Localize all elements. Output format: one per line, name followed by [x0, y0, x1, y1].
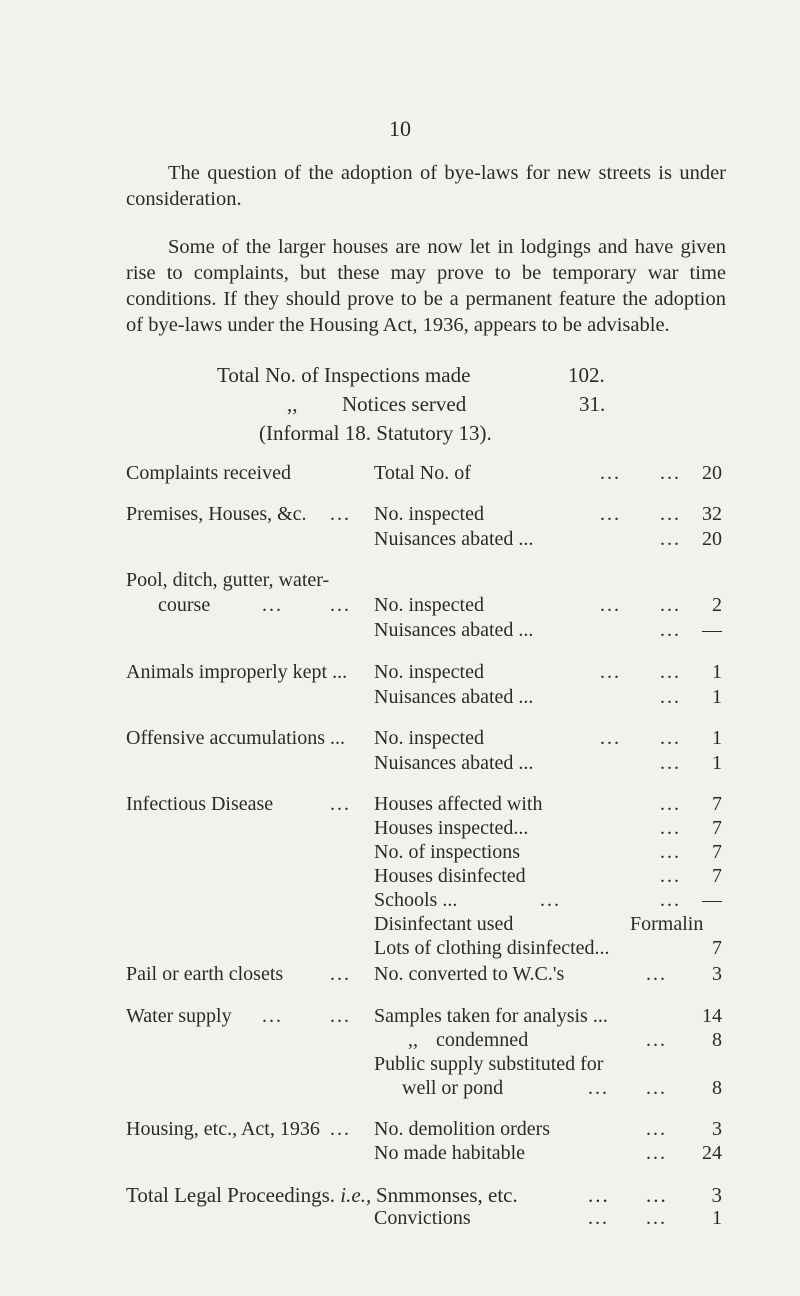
summary-line2-value: 31. — [579, 392, 606, 416]
row-desc: condemned — [436, 1029, 529, 1051]
leader-dots: ... — [646, 1029, 667, 1051]
row-desc: Convictions — [374, 1207, 471, 1229]
row-value: 1 — [712, 686, 722, 708]
row-desc: Nuisances abated ... — [374, 752, 534, 774]
row-label: Pail or earth closets — [126, 963, 284, 985]
leader-dots: ... — [330, 503, 351, 525]
row-value: — — [702, 889, 722, 911]
row-desc: Public supply substituted for — [374, 1053, 604, 1075]
summary-line3-text: (Informal 18. Statutory 13). — [259, 421, 492, 445]
leader-dots: ... — [660, 619, 681, 641]
row-value: 7 — [712, 865, 722, 887]
row-desc: No made habitable — [374, 1142, 526, 1164]
row-desc: well or pond — [402, 1077, 504, 1099]
leader-dots: ... — [330, 793, 351, 815]
row-desc: No. inspected — [374, 727, 484, 749]
leader-dots: ... — [660, 889, 681, 911]
row-desc: No. demolition orders — [374, 1118, 551, 1140]
leader-dots: ... — [646, 1142, 667, 1164]
row-value: 14 — [702, 1005, 722, 1027]
row-label: Water supply — [126, 1005, 232, 1027]
row-value: 8 — [712, 1077, 722, 1099]
leader-dots: ... — [262, 1005, 283, 1027]
leader-dots: ... — [330, 963, 351, 985]
leader-dots: ... — [600, 462, 621, 484]
row-desc: Houses inspected... — [374, 817, 529, 839]
leader-dots: ... — [330, 1118, 351, 1140]
row-label — [126, 1183, 371, 1208]
leader-dots: ... — [660, 661, 681, 683]
paragraph-bye-laws — [126, 160, 726, 212]
row-desc: Houses disinfected — [374, 865, 526, 887]
ditto-mark: ,, — [408, 1029, 418, 1051]
leader-dots: ... — [600, 503, 621, 525]
row-desc: Nuisances abated ... — [374, 619, 534, 641]
row-value: 1 — [712, 727, 722, 749]
row-label: Housing, etc., Act, 1936 — [126, 1118, 320, 1140]
leader-dots: ... — [660, 841, 681, 863]
row-desc: Snmmonses, etc. — [376, 1183, 518, 1207]
row-value: 7 — [712, 793, 722, 815]
row-value: 7 — [712, 817, 722, 839]
leader-dots: ... — [660, 817, 681, 839]
leader-dots: ... — [646, 1077, 667, 1099]
leader-dots: ... — [600, 727, 621, 749]
summary-line1-text: Total No. of Inspections made — [217, 363, 471, 387]
paragraph-text: Some of the larger houses are now let in lodgings and have given rise to complaints, but these may prove to be temporary war time conditions. If they should prove to be a permanent feature the adoption of bye-laws under the Housing Act, 1936, appears to be advisable. — [126, 236, 726, 336]
row-value: 3 — [712, 963, 722, 985]
leader-dots: ... — [262, 594, 283, 616]
row-desc: Lots of clothing disinfected... — [374, 937, 610, 959]
leader-dots: ... — [330, 1005, 351, 1027]
row-desc: Samples taken for analysis ... — [374, 1005, 608, 1027]
summary-line2-text: Notices served — [342, 392, 467, 416]
row-value: 32 — [702, 503, 722, 525]
leader-dots: ... — [540, 889, 561, 911]
leader-dots: ... — [660, 865, 681, 887]
summary-line1-value: 102. — [568, 363, 605, 387]
leader-dots: ... — [660, 752, 681, 774]
paragraph-lodgings — [126, 234, 726, 338]
row-value: — — [702, 619, 722, 641]
leader-dots: ... — [600, 594, 621, 616]
row-desc: Nuisances abated ... — [374, 528, 534, 550]
row-desc: No. converted to W.C.'s — [374, 963, 565, 985]
leader-dots: ... — [588, 1077, 609, 1099]
leader-dots: ... — [660, 686, 681, 708]
row-label: Premises, Houses, &c. — [126, 503, 307, 525]
leader-dots: ... — [588, 1183, 610, 1207]
leader-dots: ... — [600, 661, 621, 683]
row-label: Infectious Disease — [126, 793, 274, 815]
row-value: 3 — [711, 1183, 722, 1207]
leader-dots: ... — [660, 727, 681, 749]
row-desc: No. inspected — [374, 503, 484, 525]
row-desc: No. inspected — [374, 594, 484, 616]
leader-dots: ... — [660, 528, 681, 550]
leader-dots: ... — [330, 594, 351, 616]
row-label: Pool, ditch, gutter, water- — [126, 569, 330, 591]
leader-dots: ... — [646, 1118, 667, 1140]
row-value: 1 — [712, 752, 722, 774]
row-desc: Houses affected with — [374, 793, 543, 815]
row-value: 20 — [702, 528, 722, 550]
row-value: 8 — [712, 1029, 722, 1051]
row-desc: Nuisances abated ... — [374, 686, 534, 708]
row-label: Complaints received — [126, 462, 291, 484]
row-value: 24 — [702, 1142, 722, 1164]
legal-label-ie: i.e., — [340, 1183, 372, 1207]
row-desc: No. of inspections — [374, 841, 521, 863]
row-desc: Schools ... — [374, 889, 458, 911]
row-value: 1 — [712, 661, 722, 683]
row-value: 2 — [712, 594, 722, 616]
row-value: 1 — [712, 1207, 722, 1229]
row-value: 3 — [712, 1118, 722, 1140]
row-desc: Total No. of — [374, 462, 471, 484]
row-value: 7 — [712, 841, 722, 863]
leader-dots: ... — [646, 1183, 668, 1207]
row-value: 20 — [702, 462, 722, 484]
leader-dots: ... — [660, 793, 681, 815]
leader-dots: ... — [660, 462, 681, 484]
paragraph-text: The question of the adoption of bye-laws for new streets is under consideration. — [126, 162, 726, 210]
leader-dots: ... — [646, 963, 667, 985]
row-desc: No. inspected — [374, 661, 484, 683]
page-number: 10 — [389, 116, 411, 141]
row-label-continued: course — [158, 594, 211, 616]
legal-label-text: Total Legal Proceedings. — [126, 1183, 336, 1207]
leader-dots: ... — [660, 503, 681, 525]
leader-dots: ... — [646, 1207, 667, 1229]
leader-dots: ... — [588, 1207, 609, 1229]
row-value: Formalin — [630, 913, 704, 935]
row-label: Animals improperly kept ... — [126, 661, 348, 683]
summary-ditto: ,, — [287, 392, 298, 416]
row-label: Offensive accumulations ... — [126, 727, 346, 749]
row-desc: Disinfectant used — [374, 913, 514, 935]
row-value: 7 — [712, 937, 722, 959]
leader-dots: ... — [660, 594, 681, 616]
